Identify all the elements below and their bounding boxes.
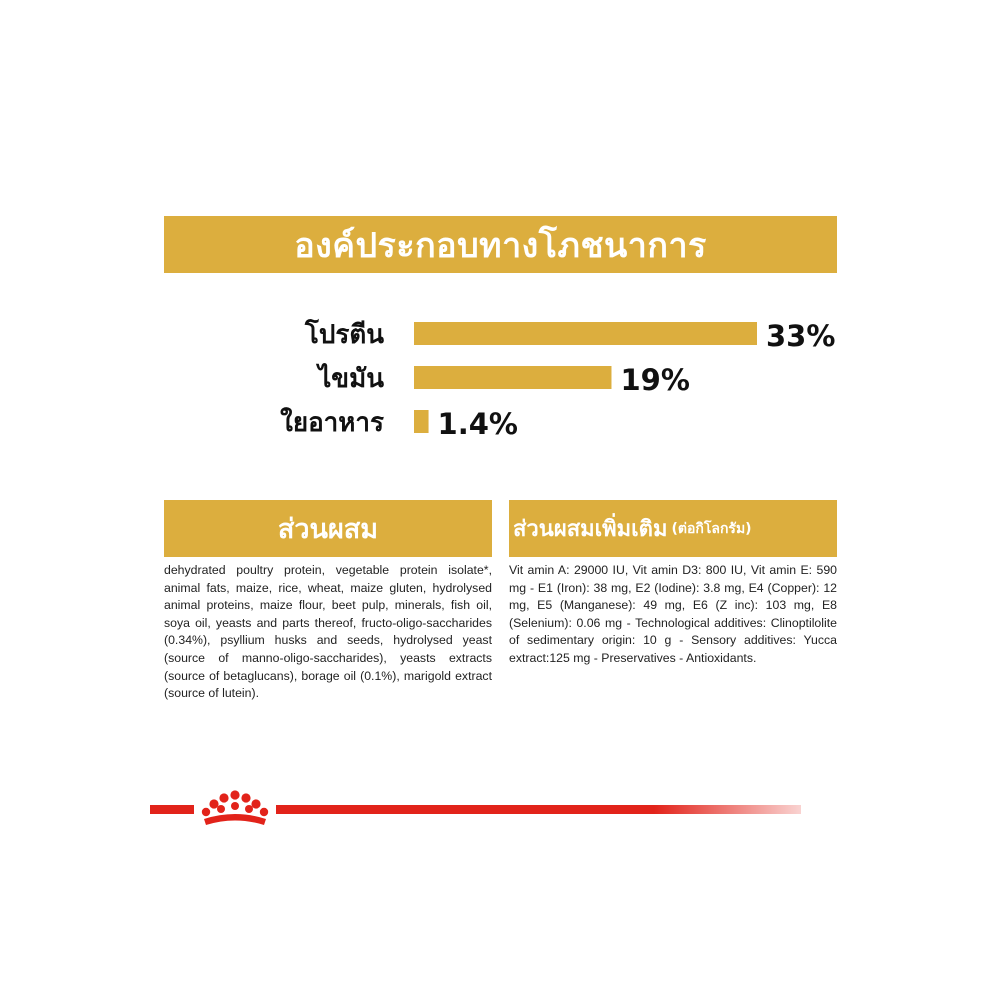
footer-line-right <box>276 805 801 814</box>
bar-2 <box>414 410 429 433</box>
bar-category-label: ใยอาหาร <box>280 408 384 438</box>
bar-value-label: 1.4% <box>437 407 518 441</box>
additives-text: Vit amin A: 29000 IU, Vit amin D3: 800 IU, Vit amin E: 590 mg - E1 (Iron): 38 mg, E2 (Iodine): 3.8 mg, E4 (Copper): 12 mg, E5 (Manganese): 49 mg, E6 (Z inc): 103 mg, E8 (Selenium): 0.06 mg - Technological additives: Clinoptilolite of sedimentary origin: 10 g - Sensory additives: Yucca extract:125 mg - Preservatives - Antioxidants. <box>509 563 837 665</box>
ingredients-heading-text: ส่วนผสม <box>277 514 379 545</box>
page-title: องค์ประกอบทางโภชนาการ <box>294 225 707 266</box>
bar-1 <box>414 366 611 389</box>
additives-heading-text: ส่วนผสมเพิ่มเติม <box>513 517 668 542</box>
royal-canin-crown-icon <box>196 788 274 832</box>
bar-value-label: 33% <box>766 319 836 353</box>
bar-0 <box>414 322 757 345</box>
ingredients-heading <box>164 500 492 557</box>
ingredients-panel <box>164 500 492 703</box>
title-banner <box>164 216 837 273</box>
footer-line-left <box>150 805 194 814</box>
bar-category-label: ไขมัน <box>318 364 384 394</box>
ingredients-text: dehydrated poultry protein, vegetable protein isolate*, animal fats, maize, rice, wheat, maize gluten, hydrolysed animal proteins, maize flour, beet pulp, minerals, fish oil, soya oil, yeasts and parts thereof, fructo-oligo-saccharides (0.34%), psyllium husks and seeds, hydrolysed yeast (source of manno-oligo-saccharides), yeasts extracts (source of betaglucans), borage oil (0.1%), marigold extract (source of lutein). <box>164 563 492 701</box>
bar-category-label: โปรตีน <box>304 320 384 350</box>
bar-value-label: 19% <box>620 363 690 397</box>
additives-heading-suffix: (ต่อกิโลกรัม) <box>671 520 752 537</box>
additives-panel <box>509 500 837 668</box>
additives-heading <box>509 500 837 557</box>
